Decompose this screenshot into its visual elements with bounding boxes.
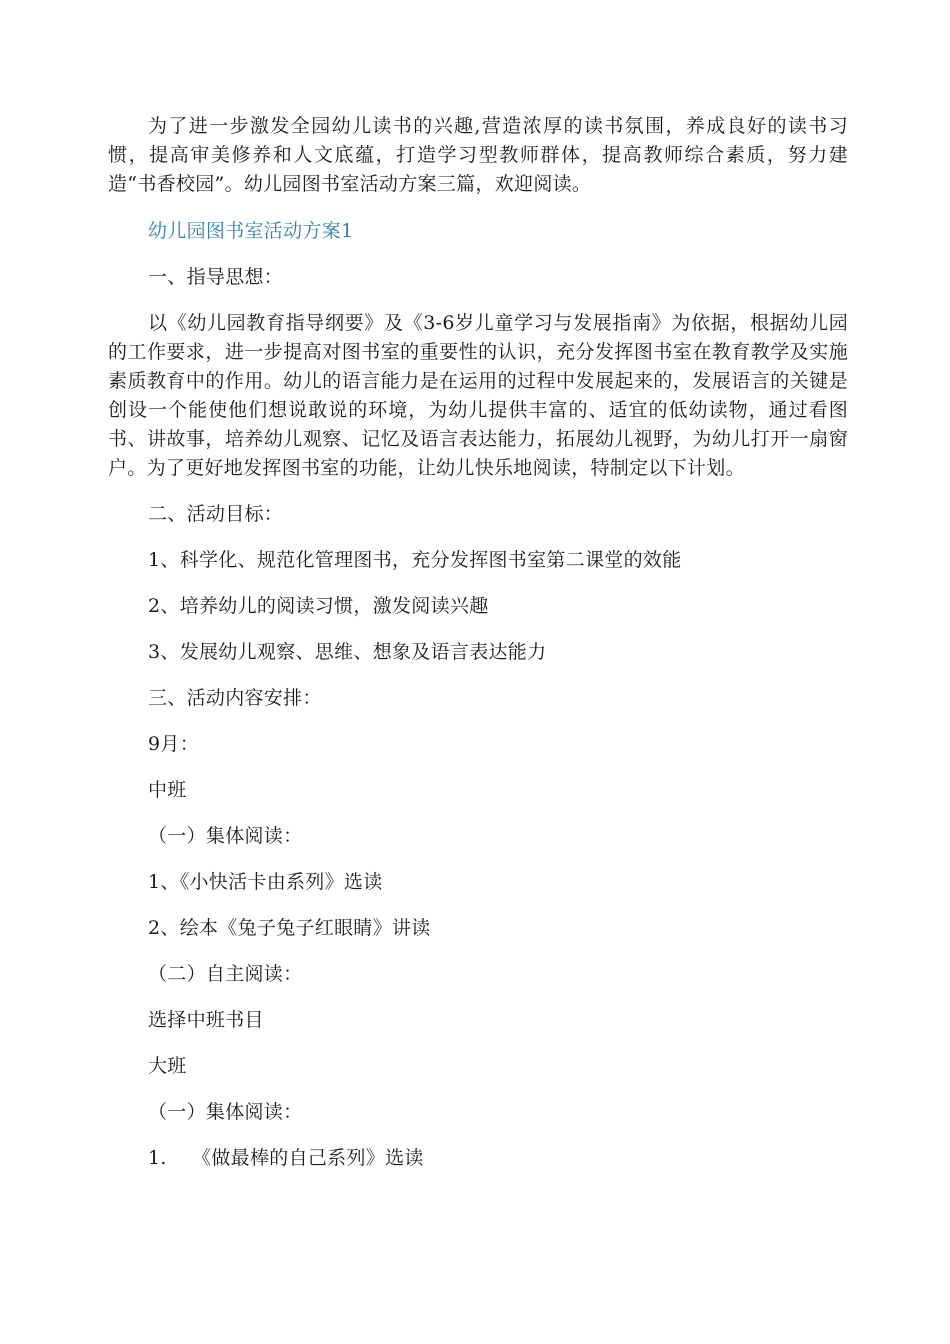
goal-item: 3、发展幼儿观察、思维、想象及语言表达能力: [148, 641, 547, 663]
senior-group-reading-heading: （一）集体阅读：: [148, 1101, 303, 1123]
heading-activity-goals: 二、活动目标：: [148, 503, 284, 525]
senior-reading-item: 1. 《做最棒的自己系列》选读: [148, 1147, 424, 1169]
intro-paragraph: 为了进一步激发全园幼儿读书的兴趣,营造浓厚的读书氛围，养成良好的读书习惯，提高审美修养和人文底蕴，打造学习型教师群体，提高教师综合素质，努力建造“书香校园”。幼儿园图书室活动方案三篇，欢迎阅读。: [108, 115, 848, 195]
middle-class-title: 中班: [148, 779, 187, 801]
middle-self-reading-heading: （二）自主阅读：: [148, 963, 303, 985]
middle-self-reading-note: 选择中班书目: [148, 1009, 264, 1031]
middle-reading-item: 2、绘本《兔子兔子红眼睛》讲读: [148, 917, 431, 939]
document-page: [108, 112, 848, 1190]
middle-reading-item: 1、《小快活卡由系列》选读: [148, 871, 383, 893]
senior-class-title: 大班: [148, 1055, 187, 1077]
goal-item: 1、科学化、规范化管理图书，充分发挥图书室第二课堂的效能: [148, 549, 682, 571]
heading-guiding-thought: 一、指导思想：: [148, 266, 284, 288]
middle-group-reading-heading: （一）集体阅读：: [148, 825, 303, 847]
section-title: 幼儿园图书室活动方案1: [148, 220, 354, 242]
guiding-paragraph: 以《幼儿园教育指导纲要》及《3-6岁儿童学习与发展指南》为依据，根据幼儿园的工作要求，进一步提高对图书室的重要性的认识，充分发挥图书室在教育教学及实施素质教育中的作用。幼儿的语言能力是在运用的过程中发展起来的，发展语言的关键是创设一个能使他们想说敢说的环境，为幼儿提供丰富的、适宜的低幼读物，通过看图书、讲故事，培养幼儿观察、记忆及语言表达能力，拓展幼儿视野，为幼儿打开一扇窗户。为了更好地发挥图书室的功能，让幼儿快乐地阅读，特制定以下计划。: [108, 312, 848, 479]
month-label: 9月：: [148, 733, 199, 755]
goal-item: 2、培养幼儿的阅读习惯，激发阅读兴趣: [148, 595, 489, 617]
heading-activity-content: 三、活动内容安排：: [148, 687, 322, 709]
